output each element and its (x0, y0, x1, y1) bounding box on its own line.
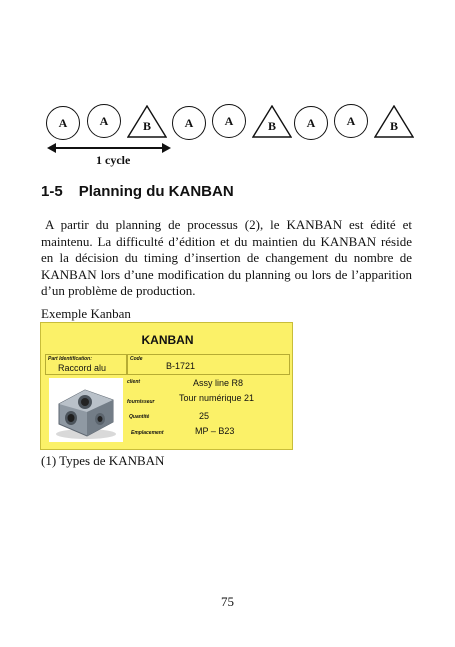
page-number: 75 (221, 594, 234, 609)
sequence-item-4: A (172, 106, 206, 140)
figure-caption: (1) Types de KANBAN (41, 453, 165, 468)
sequence-item-7: A (294, 106, 328, 140)
fournisseur-value: Tour numérique 21 (179, 393, 255, 403)
body-paragraph: A partir du planning de processus (2), le KANBAN est édité et maintenu. La difficulté d’édition et du maintien du KANBAN réside en la décision du timing d’insertion de changement du nombre de KANBAN lors d’une modification du planning ou lors de l’apparition d’un problème de production. (41, 217, 412, 298)
sequence-item-5: A (212, 104, 246, 138)
kanban-card (40, 322, 293, 450)
sequence-item-8: A (334, 104, 368, 138)
fournisseur-label: fournisseur (127, 399, 155, 405)
sequence-item-2: A (87, 104, 121, 138)
part-identification-label: Part Identification: (48, 356, 92, 362)
section-heading (41, 183, 234, 200)
cycle-label: 1 cycle (96, 153, 131, 167)
quantite-value: 25 (199, 411, 210, 421)
section-title: Planning du KANBAN (78, 183, 234, 200)
client-value: Assy line R8 (193, 378, 244, 388)
sequence-item-3-label: B (142, 119, 151, 133)
client-label: client (127, 379, 141, 385)
production-sequence (44, 102, 424, 144)
sequence-item-6-label: B (267, 119, 276, 133)
code-value: B-1721 (166, 361, 196, 371)
code-box (127, 354, 290, 375)
part-identification-box (45, 354, 127, 375)
sequence-item-1: A (46, 106, 80, 140)
kanban-title: KANBAN (141, 333, 194, 347)
part-photo (49, 378, 123, 442)
sequence-item-9 (374, 105, 414, 139)
emplacement-value: MP – B23 (195, 426, 235, 436)
sequence-item-9-label: B (389, 119, 398, 133)
emplacement-label: Emplacement (131, 430, 164, 436)
sequence-item-6 (252, 105, 292, 139)
section-number: 1-5 (41, 183, 63, 200)
code-label: Code (130, 356, 143, 362)
example-label: Exemple Kanban (41, 306, 131, 321)
quantite-label: Quantité (129, 414, 150, 420)
part-identification-value: Raccord alu (58, 363, 107, 373)
sequence-item-3 (127, 105, 167, 139)
